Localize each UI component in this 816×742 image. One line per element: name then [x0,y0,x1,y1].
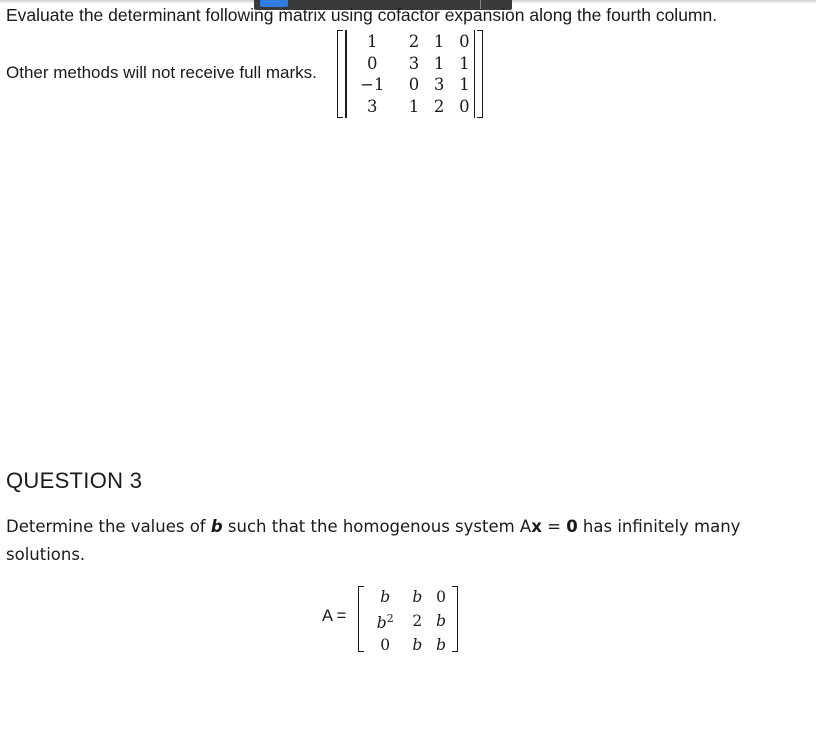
matrix-entry: b [436,612,447,630]
matrix-row [343,31,477,53]
zero-vector: 0 [566,517,578,536]
matrix-entry: 2 [433,96,445,116]
question-2-note: Other methods will not receive full marks. [6,63,317,82]
matrix-entry: 0 [459,32,470,51]
matrix-left-bracket [358,586,364,652]
matrix-entry: 1 [459,75,470,94]
matrix-right-bracket [477,30,483,118]
text-segment: has infinitely many solutions. [6,517,741,564]
matrix-entry: 0 [408,75,420,94]
matrix-row [343,96,477,118]
matrix-row [365,634,453,656]
matrix-row [343,74,477,96]
matrix-entry: 3 [408,53,420,73]
matrix-a-label: A = [322,607,347,625]
matrix-entry: b [436,636,447,654]
matrix-entries [365,586,453,656]
matrix-entry: b [412,636,423,654]
matrix-entry: 1 [459,53,470,73]
matrix-entry: −1 [360,75,385,94]
b-squared: $b^2$ [376,612,394,632]
matrix-row [365,608,453,634]
text-segment: such that the homogenous system A [222,517,532,536]
matrix-entry: 1 [433,53,445,73]
matrix-entry: 0 [459,96,470,116]
matrix-row [365,586,453,608]
matrix-entry: b [412,588,423,606]
matrix-entry: 1 [408,96,420,116]
matrix-entry: 1 [366,32,378,51]
matrix-entry: 0 [380,636,391,654]
matrix-entries [343,31,477,117]
question-3-heading: QUESTION 3 [6,468,143,493]
question-3-matrix [358,586,458,652]
question-2-instruction: Evaluate the determinant following matrix using cofactor expansion along the fourth column. [6,5,718,25]
text-segment: = [541,517,567,536]
matrix-entry: 2 [412,612,423,630]
question-2-matrix [337,30,483,118]
question-3-text [6,513,766,569]
variable-x: x [531,517,542,536]
exponent: 2 [386,612,394,625]
text-segment: Determine the values of [6,517,211,536]
matrix-entry: 2 [408,32,420,51]
matrix-entry: b [380,588,391,606]
matrix-row [343,53,477,75]
matrix-entry: 0 [436,588,447,606]
matrix-entry: 3 [366,96,378,116]
matrix-entry: 0 [366,53,378,73]
matrix-entry: 3 [433,75,445,94]
matrix-entry [365,608,405,634]
variable-b: b [210,517,223,536]
matrix-entry: 1 [433,32,445,51]
